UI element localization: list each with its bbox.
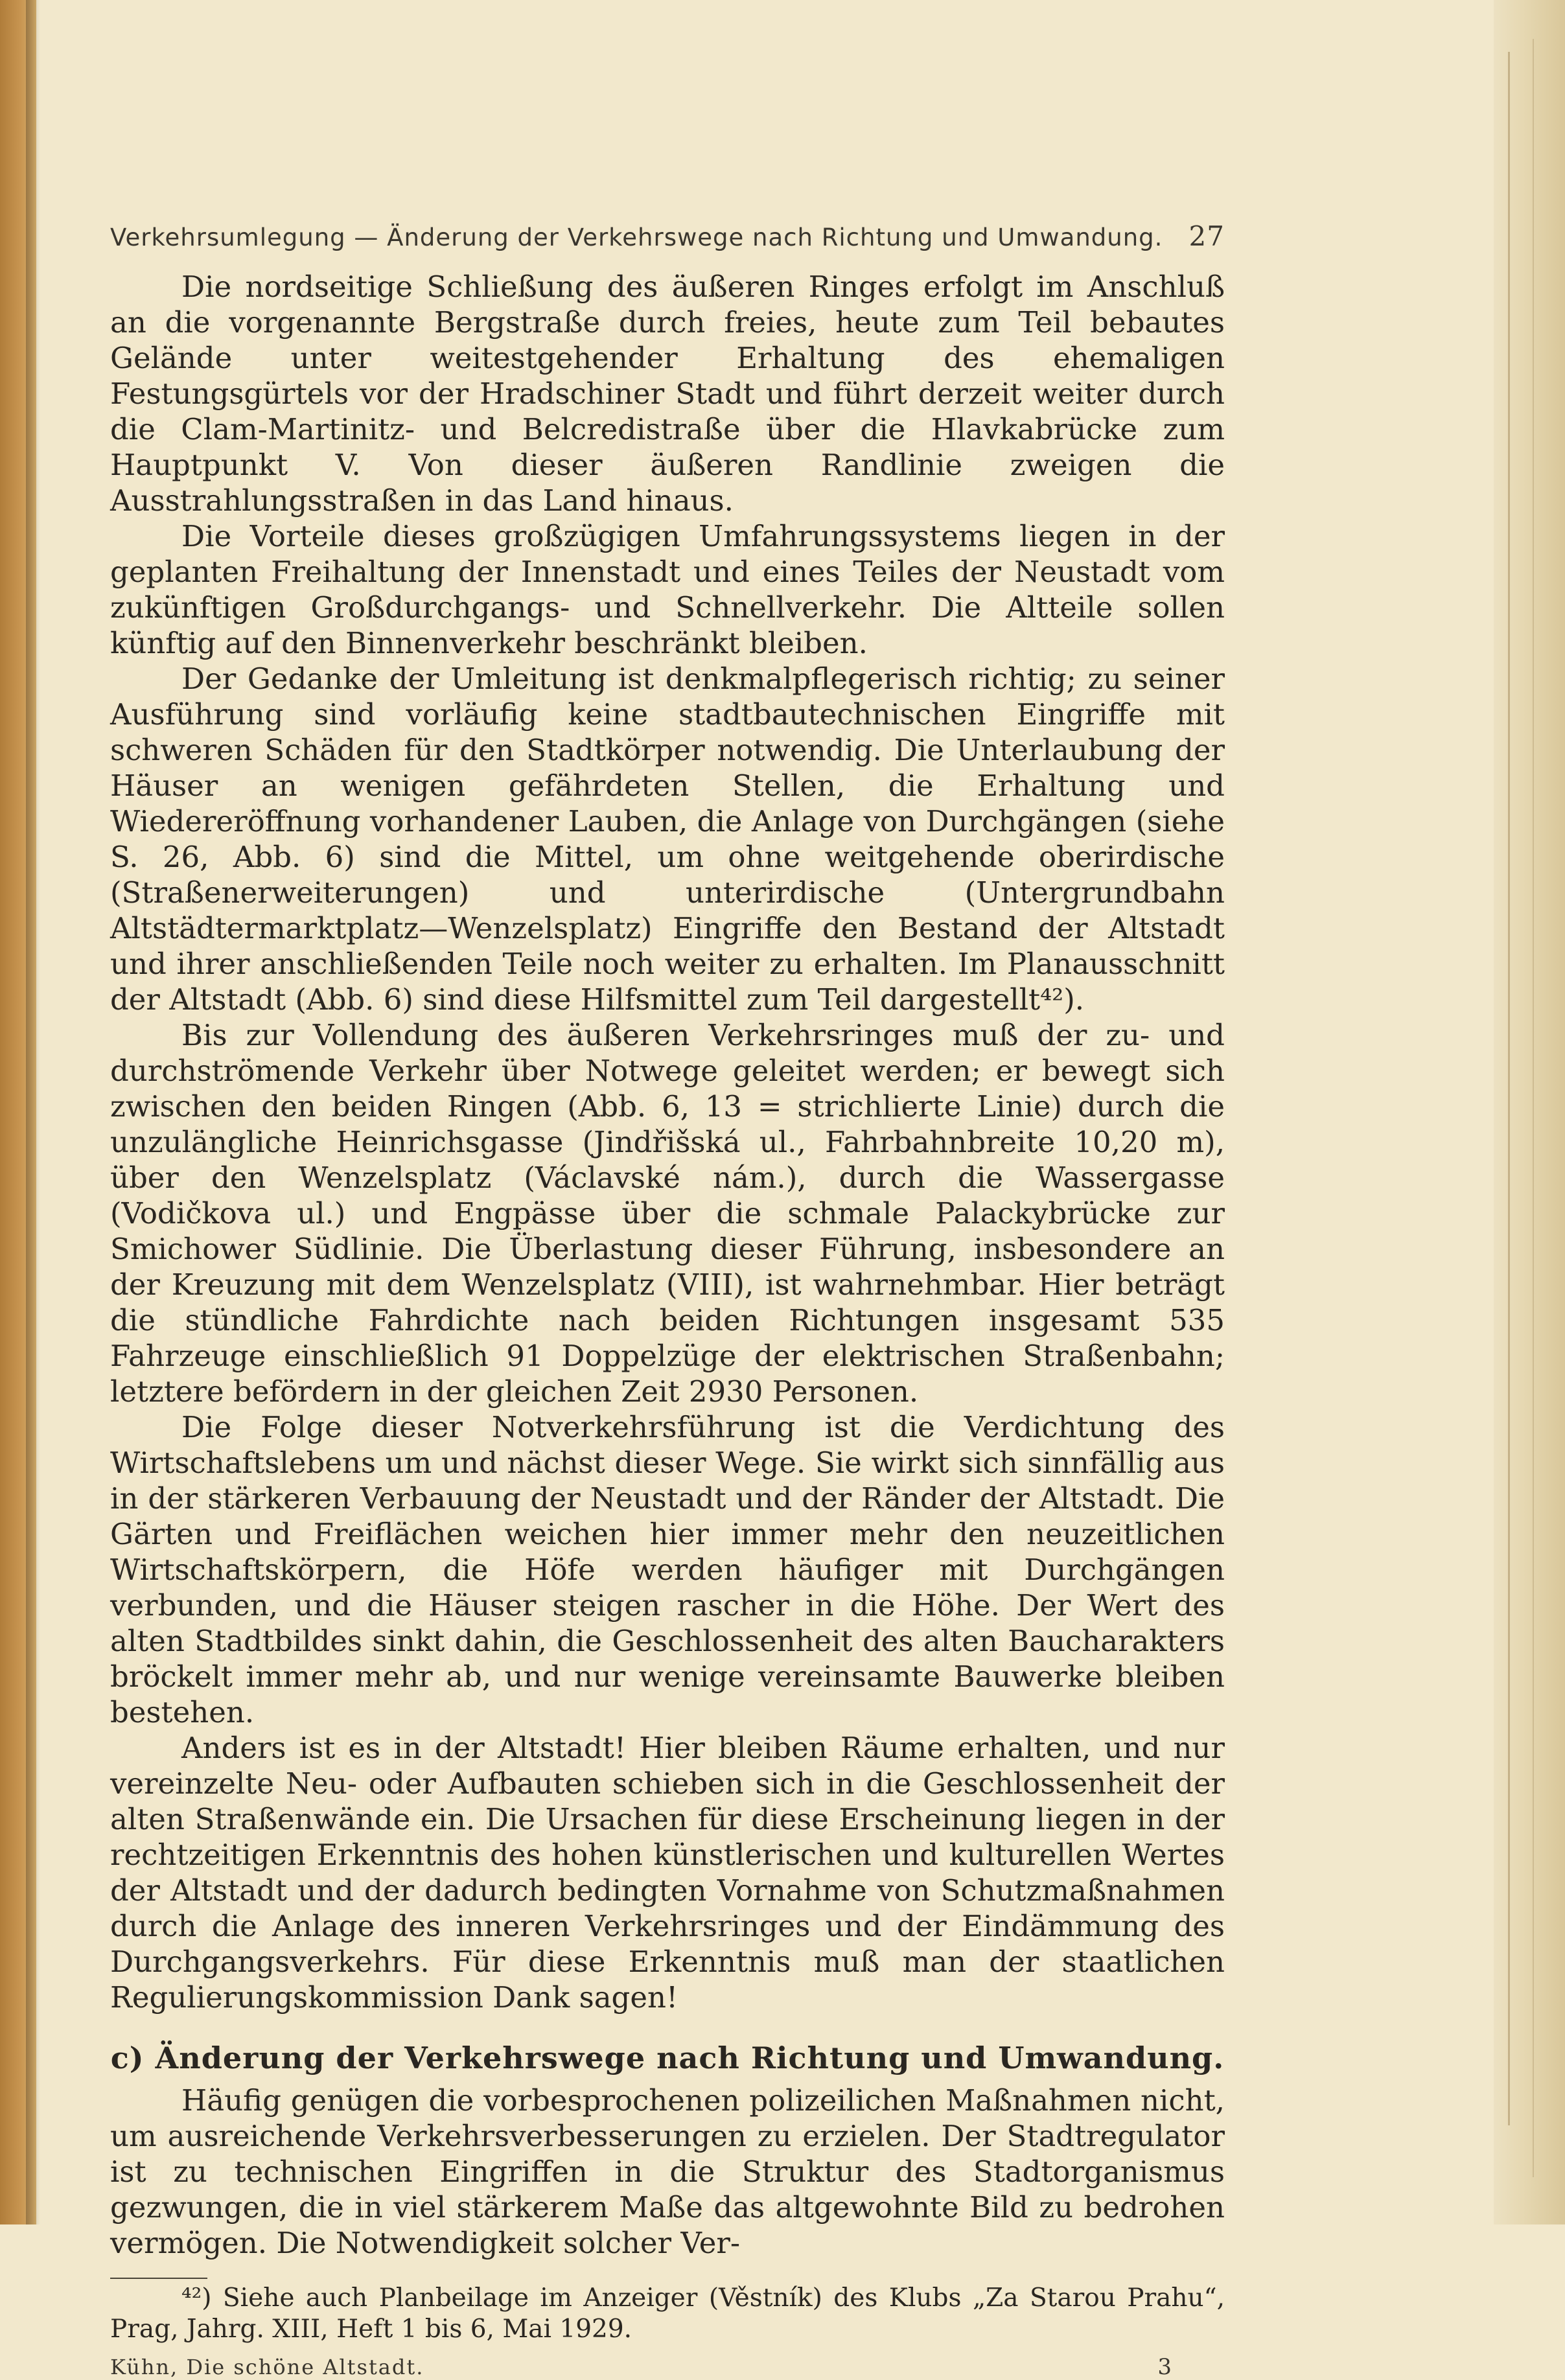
page-footer	[110, 2354, 1225, 2380]
running-title: Verkehrsumlegung — Änderung der Verkehrswege nach Richtung und Umwandung.	[110, 224, 1163, 251]
left-page-edge	[0, 0, 36, 2224]
paragraph: Bis zur Vollendung des äußeren Verkehrsringes muß der zu- und durchströmende Verkehr über Notwege geleitet werden; er bewegt sich zwischen den beiden Ringen (Abb. 6, 13 = strichlierte Linie) durch die unzulängliche Heinrichsgasse (Jindřišská ul., Fahrbahnbreite 10,20 m), über den Wenzelsplatz (Václavské nám.), durch die Wassergasse (Vodičkova ul.) und Engpässe über die schmale Palackybrücke zur Smichower Südlinie. Die Überlastung dieser Führung, insbesondere an der Kreuzung mit dem Wenzelsplatz (VIII), ist wahrnehmbar. Hier beträgt die stündliche Fahrdichte nach beiden Richtungen insgesamt 535 Fahrzeuge einschließlich 91 Doppelzüge der elektrischen Straßenbahn; letztere befördern in der gleichen Zeit 2930 Personen.	[110, 1018, 1225, 1409]
paragraph: Die Folge dieser Notverkehrsführung ist die Verdichtung des Wirtschaftslebens um und nächst dieser Wege. Sie wirkt sich sinnfällig aus in der stärkeren Verbauung der Neustadt und der Ränder der Altstadt. Die Gärten und Freiflächen weichen hier immer mehr den neuzeitlichen Wirtschaftskörpern, die Höfe werden häufiger mit Durchgängen verbunden, und die Häuser steigen rascher in die Höhe. Der Wert des alten Stadtbildes sinkt dahin, die Geschlossenheit des alten Baucharakters bröckelt immer mehr ab, und nur wenige vereinsamte Bauwerke bleiben bestehen.	[110, 1410, 1225, 1729]
page-stack-edge	[1494, 0, 1565, 2224]
sheet-number: 3	[1157, 2354, 1173, 2380]
page-number: 27	[1188, 220, 1225, 252]
running-head	[110, 220, 1225, 252]
body-text	[110, 269, 1225, 2261]
book-page	[110, 220, 1225, 2380]
footnote-divider	[110, 2278, 207, 2279]
paragraph: Der Gedanke der Umleitung ist denkmalpflegerisch richtig; zu seiner Ausführung sind vorläufig keine stadtbautechnischen Eingriffe mit schweren Schäden für den Stadtkörper notwendig. Die Unterlaubung der Häuser an wenigen gefährdeten Stellen, die Erhaltung und Wiedereröffnung vorhandener Lauben, die Anlage von Durchgängen (siehe S. 26, Abb. 6) sind die Mittel, um ohne weitgehende oberirdische (Straßenerweiterungen) und unterirdische (Untergrundbahn Altstädtermarktplatz—Wenzelsplatz) Eingriffe den Bestand der Altstadt und ihrer anschließenden Teile noch weiter zu erhalten. Im Planausschnitt der Altstadt (Abb. 6) sind diese Hilfsmittel zum Teil dargestellt⁴²).	[110, 662, 1225, 1017]
paragraph: Häufig genügen die vorbesprochenen polizeilichen Maßnahmen nicht, um ausreichende Verkehrsverbesserungen zu erzielen. Der Stadtregulator ist zu technischen Eingriffen in die Struktur des Stadtorganismus gezwungen, die in viel stärkerem Maße das altgewohnte Bild zu bedrohen vermögen. Die Notwendigkeit solcher Ver-	[110, 2083, 1225, 2260]
footnote: ⁴²) Siehe auch Planbeilage im Anzeiger (Věstník) des Klubs „Za Starou Prahu“, Prag, Jahrg. XIII, Heft 1 bis 6, Mai 1929.	[110, 2283, 1225, 2344]
paragraph: Die Vorteile dieses großzügigen Umfahrungssystems liegen in der geplanten Freihaltung der Innenstadt und eines Teiles der Neustadt vom zukünftigen Großdurchgangs- und Schnellverkehr. Die Altteile sollen künftig auf den Binnenverkehr beschränkt bleiben.	[110, 519, 1225, 660]
book-signature: Kühn, Die schöne Altstadt.	[110, 2355, 424, 2379]
section-heading: c) Änderung der Verkehrswege nach Richtung und Umwandung.	[110, 2040, 1225, 2075]
paragraph: Die nordseitige Schließung des äußeren Ringes erfolgt im Anschluß an die vorgenannte Bergstraße durch freies, heute zum Teil bebautes Gelände unter weitestgehender Erhaltung des ehemaligen Festungsgürtels vor der Hradschiner Stadt und führt derzeit weiter durch die Clam-Martinitz- und Belcredistraße über die Hlavkabrücke zum Hauptpunkt V. Von dieser äußeren Randlinie zweigen die Ausstrahlungsstraßen in das Land hinaus.	[110, 270, 1225, 518]
paragraph: Anders ist es in der Altstadt! Hier bleiben Räume erhalten, und nur vereinzelte Neu- oder Aufbauten schieben sich in die Geschlossenheit der alten Straßenwände ein. Die Ursachen für diese Erscheinung liegen in der rechtzeitigen Erkenntnis des hohen künstlerischen und kulturellen Wertes der Altstadt und der dadurch bedingten Vornahme von Schutzmaßnahmen durch die Anlage des inneren Verkehrsringes und der Eindämmung des Durchgangsverkehrs. Für diese Erkenntnis muß man der staatlichen Regulierungskommission Dank sagen!	[110, 1731, 1225, 2015]
